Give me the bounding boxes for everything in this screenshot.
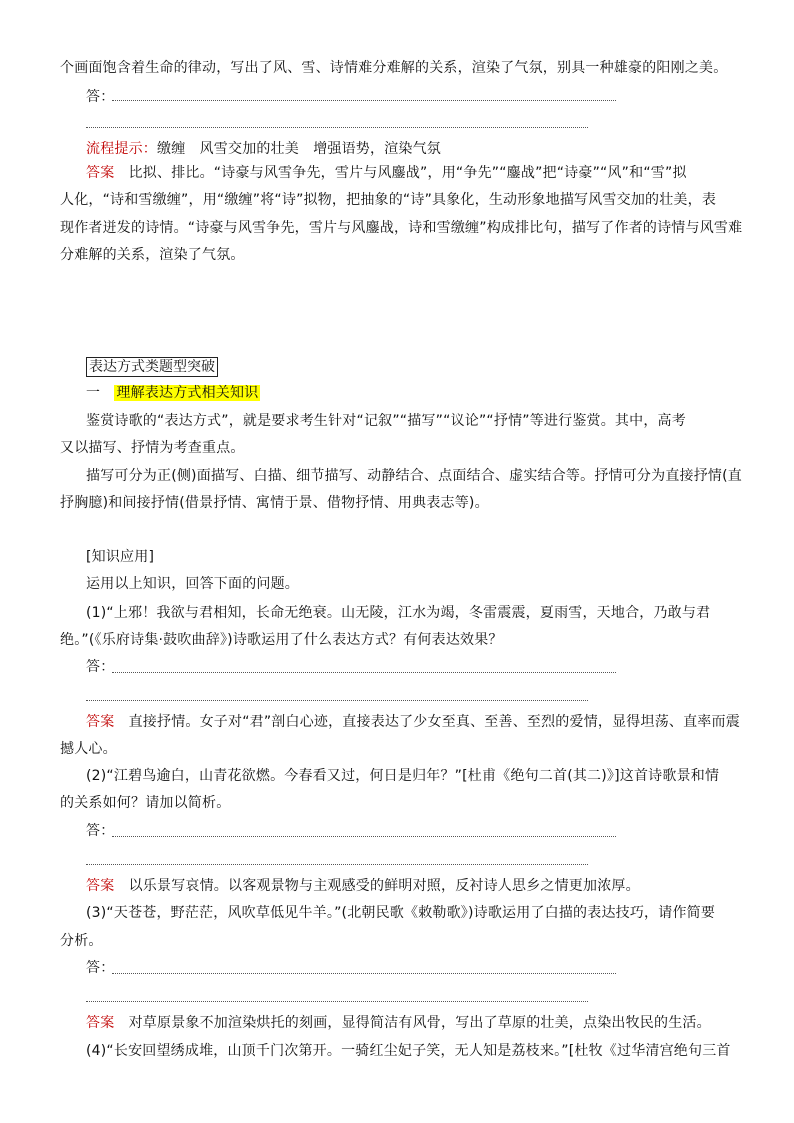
paragraph-line: 个画面饱含着生命的律动，写出了风、雪、诗情难分难解的关系，渲染了气氛，别具一种雄豪的阳刚之美。	[60, 60, 728, 76]
answer-prompt: 答：	[86, 823, 115, 839]
hint-text: 缴缠 风雪交加的壮美 增强语势，渲染气氛	[157, 141, 441, 157]
paragraph-line: 鉴赏诗歌的“表达方式”，就是要求考生针对“记叙”“描写”“议论”“抒情”等进行鉴赏。其中，高考	[86, 413, 686, 429]
answer-prompt: 答：	[86, 960, 115, 976]
answer-text: 比拟、排比。“诗豪与风雪争先，雪片与风鏖战”，用“争先”“鏖战”把“诗豪”“风”和“雪”拟	[114, 165, 687, 181]
answer-text: 对草原景象不加渲染烘托的刻画，显得简洁有风骨，写出了草原的壮美，点染出牧民的生活。	[114, 1015, 711, 1031]
answer-line	[86, 1013, 711, 1033]
question-line: (1)“上邪！我欲与君相知，长命无绝衰。山无陵，江水为竭，冬雷震震，夏雨雪，天地合，乃敢与君	[86, 605, 711, 621]
answer-blank-line	[86, 700, 588, 701]
knowledge-application-label: [知识应用]	[86, 549, 155, 565]
answer-line	[86, 712, 740, 732]
answer-line	[86, 876, 640, 896]
paragraph-line: 运用以上知识，回答下面的问题。	[86, 576, 299, 592]
question-line: (3)“天苍苍，野茫茫，风吹草低见牛羊。”(北朝民歌《敕勒歌》)诗歌运用了白描的表达技巧，请作简要	[86, 905, 716, 921]
question-line: (4)“长安回望绣成堆，山顶千门次第开。一骑红尘妃子笑，无人知是荔枝来。”[杜牧《过华清宫绝句三首	[86, 1043, 731, 1059]
question-line: 分析。	[60, 933, 103, 949]
paragraph-line: 描写可分为正(侧)面描写、白描、细节描写、动静结合、点面结合、虚实结合等。抒情可分为直接抒情(直	[86, 468, 742, 484]
hint-label: 流程提示：	[86, 141, 157, 157]
answer-line: 现作者迸发的诗情。“诗豪与风雪争先，雪片与风鏖战，诗和雪缴缠”构成排比句，描写了作者的诗情与风雪难	[60, 220, 743, 236]
paragraph-line: 抒胸臆)和间接抒情(借景抒情、寓情于景、借物抒情、用典表志等)。	[60, 495, 489, 511]
subsection-title: 理解表达方式相关知识	[116, 385, 259, 401]
answer-label: 答案	[86, 1015, 115, 1031]
subsection-heading	[86, 383, 260, 403]
answer-line: 分难解的关系，渲染了气氛。	[60, 247, 245, 263]
hint-line	[86, 139, 441, 159]
answer-prompt: 答：	[86, 659, 115, 675]
question-line: 绝。”(《乐府诗集·鼓吹曲辞》)诗歌运用了什么表达方式？有何表达效果？	[60, 632, 503, 648]
answer-line: 撼人心。	[60, 741, 117, 757]
section-title: 表达方式类题型突破	[86, 357, 218, 377]
answer-blank-line	[112, 672, 616, 673]
answer-label: 答案	[86, 165, 115, 181]
question-line: (2)“江碧鸟逾白，山青花欲燃。今春看又过，何日是归年？”[杜甫《绝句二首(其二)》]这首诗歌景和情	[86, 768, 720, 784]
answer-line	[86, 163, 687, 183]
subsection-number: 一	[86, 385, 101, 401]
answer-blank-line	[86, 864, 588, 865]
answer-blank-line	[112, 836, 616, 837]
question-line: 的关系如何？请加以简析。	[60, 795, 231, 811]
answer-text: 以乐景写哀情。以客观景物与主观感受的鲜明对照，反衬诗人思乡之情更加浓厚。	[114, 878, 640, 894]
answer-blank-line	[86, 1001, 588, 1002]
answer-text: 直接抒情。女子对“君”剖白心迹，直接表达了少女至真、至善、至烈的爱情，显得坦荡、直率而震	[114, 714, 740, 730]
answer-blank-line	[86, 127, 588, 128]
answer-blank-line	[112, 973, 616, 974]
answer-label: 答案	[86, 878, 115, 894]
answer-line: 人化，“诗和雪缴缠”，用“缴缠”将“诗”拟物，把抽象的“诗”具象化，生动形象地描写风雪交加的壮美，表	[60, 192, 717, 208]
answer-blank-line	[112, 100, 616, 101]
answer-prompt: 答：	[86, 89, 115, 105]
answer-label: 答案	[86, 714, 115, 730]
paragraph-line: 又以描写、抒情为考查重点。	[60, 440, 245, 456]
